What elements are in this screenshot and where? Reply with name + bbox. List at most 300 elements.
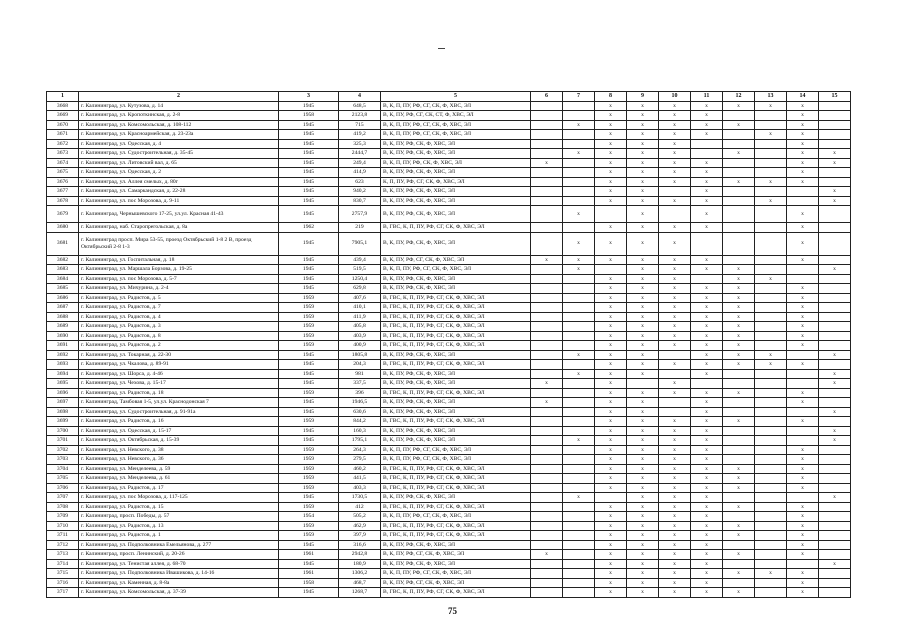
table-row xyxy=(47,578,851,588)
row-number-cell: 3696 xyxy=(47,388,79,398)
systems-cell: В, К, ПУ, РФ, СК, Ф, ХВС, ЭЛ xyxy=(381,196,531,206)
year-cell: 1958 xyxy=(279,578,339,588)
mark-cell xyxy=(755,265,787,275)
address-cell: г. Калининград, просп. Ленинский, д. 20-26 xyxy=(79,550,279,560)
mark-cell: x xyxy=(787,531,819,541)
year-cell: 1962 xyxy=(279,223,339,233)
mark-cell xyxy=(723,398,755,408)
mark-cell: x xyxy=(595,569,627,579)
mark-cell: x xyxy=(659,303,691,313)
mark-cell xyxy=(723,206,755,223)
mark-cell: x xyxy=(691,388,723,398)
address-cell: г. Калининград, ул. Одесская, д. 4 xyxy=(79,139,279,149)
mark-cell: x xyxy=(595,388,627,398)
year-cell: 1945 xyxy=(279,436,339,446)
mark-cell: x xyxy=(659,232,691,255)
systems-cell: В, К, ПУ, РФ, СК, Ф, ХВС, ЭЛ xyxy=(381,493,531,503)
table-row xyxy=(47,521,851,531)
mark-cell: x xyxy=(627,101,659,111)
mark-cell xyxy=(691,274,723,284)
row-number-cell: 3716 xyxy=(47,578,79,588)
table-row xyxy=(47,483,851,493)
mark-cell: x xyxy=(691,464,723,474)
address-cell: г. Калининград, ул. Чкалова, д. 89-91 xyxy=(79,360,279,370)
systems-cell: В, ГВС, К, П, ПУ, РФ, СГ, СК, Ф, ХВС, ЭЛ xyxy=(381,341,531,351)
table-row xyxy=(47,223,851,233)
mark-cell xyxy=(723,436,755,446)
mark-cell: x xyxy=(595,158,627,168)
table-row xyxy=(47,149,851,159)
area-cell: 419,2 xyxy=(339,130,381,140)
mark-cell xyxy=(819,474,851,484)
mark-cell xyxy=(595,206,627,223)
address-cell: г. Калининград, ул. Аллея смелых, д. 80г xyxy=(79,177,279,187)
year-cell: 1959 xyxy=(279,331,339,341)
mark-cell: x xyxy=(723,588,755,598)
row-number-cell: 3692 xyxy=(47,350,79,360)
header-cell: 15 xyxy=(819,92,851,102)
mark-cell xyxy=(531,101,563,111)
mark-cell xyxy=(531,196,563,206)
mark-cell xyxy=(819,398,851,408)
mark-cell xyxy=(659,369,691,379)
mark-cell xyxy=(563,322,595,332)
mark-cell: x xyxy=(627,177,659,187)
mark-cell: x xyxy=(723,293,755,303)
mark-cell: x xyxy=(691,455,723,465)
mark-cell: x xyxy=(819,426,851,436)
mark-cell: x xyxy=(787,101,819,111)
mark-cell xyxy=(723,158,755,168)
mark-cell: x xyxy=(659,360,691,370)
header-cell: 5 xyxy=(381,92,531,102)
header-cell: 14 xyxy=(787,92,819,102)
mark-cell: x xyxy=(787,360,819,370)
mark-cell: x xyxy=(595,436,627,446)
mark-cell xyxy=(819,531,851,541)
mark-cell xyxy=(563,521,595,531)
mark-cell: x xyxy=(659,483,691,493)
mark-cell: x xyxy=(627,483,659,493)
mark-cell xyxy=(723,445,755,455)
systems-cell: В, К, ПУ, РФ, СК, Ф, ХВС, ЭЛ xyxy=(381,426,531,436)
mark-cell xyxy=(531,149,563,159)
header-cell: 12 xyxy=(723,92,755,102)
mark-cell xyxy=(723,512,755,522)
row-number-cell: 3713 xyxy=(47,550,79,560)
mark-cell xyxy=(531,540,563,550)
mark-cell: x xyxy=(595,331,627,341)
mark-cell xyxy=(819,521,851,531)
row-number-cell: 3682 xyxy=(47,255,79,265)
row-number-cell: 3685 xyxy=(47,284,79,294)
systems-cell: В, К, ПУ, РФ, СК, Ф, ХВС, ЭЛ xyxy=(381,407,531,417)
mark-cell: x xyxy=(659,196,691,206)
mark-cell: x xyxy=(627,445,659,455)
mark-cell xyxy=(787,187,819,197)
mark-cell: x xyxy=(595,578,627,588)
mark-cell: x xyxy=(595,101,627,111)
area-cell: 279,5 xyxy=(339,455,381,465)
table-row xyxy=(47,158,851,168)
mark-cell: x xyxy=(691,360,723,370)
mark-cell: x xyxy=(723,483,755,493)
mark-cell xyxy=(531,464,563,474)
mark-cell: x xyxy=(627,149,659,159)
mark-cell: x xyxy=(627,223,659,233)
mark-cell: x xyxy=(531,398,563,408)
mark-cell: x xyxy=(787,232,819,255)
mark-cell: x xyxy=(595,464,627,474)
mark-cell xyxy=(563,303,595,313)
mark-cell: x xyxy=(691,265,723,275)
mark-cell xyxy=(755,187,787,197)
address-cell: г. Калининград, ул. Подполковника Ивашикова, д. 14-16 xyxy=(79,569,279,579)
mark-cell: x xyxy=(659,474,691,484)
mark-cell: x xyxy=(787,512,819,522)
mark-cell: x xyxy=(659,223,691,233)
row-number-cell: 3681 xyxy=(47,232,79,255)
mark-cell xyxy=(563,550,595,560)
mark-cell: x xyxy=(819,265,851,275)
mark-cell: x xyxy=(787,483,819,493)
mark-cell: x xyxy=(595,502,627,512)
mark-cell: x xyxy=(691,369,723,379)
mark-cell xyxy=(627,379,659,389)
table-row xyxy=(47,139,851,149)
address-cell: г. Калининград, ул. Радистов, д. 15 xyxy=(79,502,279,512)
mark-cell xyxy=(563,569,595,579)
mark-cell: x xyxy=(755,274,787,284)
mark-cell xyxy=(723,407,755,417)
mark-cell: x xyxy=(595,483,627,493)
buildings-table xyxy=(46,91,851,598)
systems-cell: В, К, ПУ, РФ, СК, Ф, ХВС, ЭЛ xyxy=(381,379,531,389)
year-cell: 1959 xyxy=(279,388,339,398)
year-cell: 1945 xyxy=(279,120,339,130)
systems-cell: В, К, ПУ, РФ, СК, Ф, ХВС, ЭЛ xyxy=(381,559,531,569)
mark-cell xyxy=(755,312,787,322)
mark-cell xyxy=(563,426,595,436)
mark-cell xyxy=(755,521,787,531)
mark-cell xyxy=(723,111,755,121)
mark-cell xyxy=(723,578,755,588)
mark-cell xyxy=(787,350,819,360)
mark-cell xyxy=(755,223,787,233)
area-cell: 337,5 xyxy=(339,379,381,389)
mark-cell: x xyxy=(691,120,723,130)
row-number-cell: 3710 xyxy=(47,521,79,531)
mark-cell: x xyxy=(691,540,723,550)
mark-cell: x xyxy=(691,559,723,569)
table-row xyxy=(47,206,851,223)
mark-cell xyxy=(755,417,787,427)
mark-cell xyxy=(755,322,787,332)
year-cell: 1959 xyxy=(279,521,339,531)
mark-cell: x xyxy=(787,388,819,398)
table-row xyxy=(47,274,851,284)
row-number-cell: 3697 xyxy=(47,398,79,408)
area-cell: 715 xyxy=(339,120,381,130)
mark-cell: x xyxy=(627,502,659,512)
year-cell: 1945 xyxy=(279,559,339,569)
address-cell: г. Калининград, ул. Радистов, д. 17 xyxy=(79,483,279,493)
mark-cell xyxy=(531,206,563,223)
address-cell: г. Калининград, ул. Радистов, д. 2 xyxy=(79,341,279,351)
mark-cell xyxy=(787,274,819,284)
mark-cell: x xyxy=(595,445,627,455)
systems-cell: В, К, ПУ, РФ, СК, Ф, ХВС, ЭЛ xyxy=(381,206,531,223)
mark-cell: x xyxy=(595,139,627,149)
address-cell: г. Калининград, ул. Чехова, д. 15-17 xyxy=(79,379,279,389)
mark-cell: x xyxy=(819,436,851,446)
mark-cell xyxy=(563,417,595,427)
mark-cell xyxy=(787,426,819,436)
address-cell: г. Калининград, ул. Токарная, д. 22-30 xyxy=(79,350,279,360)
mark-cell xyxy=(723,426,755,436)
area-cell: 204,3 xyxy=(339,360,381,370)
mark-cell: x xyxy=(691,255,723,265)
mark-cell xyxy=(755,436,787,446)
mark-cell: x xyxy=(627,187,659,197)
mark-cell xyxy=(755,445,787,455)
mark-cell xyxy=(531,360,563,370)
area-cell: 414,9 xyxy=(339,168,381,178)
mark-cell xyxy=(819,168,851,178)
mark-cell xyxy=(595,265,627,275)
address-cell: г. Калининград, ул. Красноармейская, д. 23-23а xyxy=(79,130,279,140)
area-cell: 519,5 xyxy=(339,265,381,275)
mark-cell xyxy=(563,464,595,474)
mark-cell xyxy=(723,379,755,389)
mark-cell: x xyxy=(787,331,819,341)
mark-cell: x xyxy=(595,284,627,294)
mark-cell: x xyxy=(819,559,851,569)
area-cell: 2123,8 xyxy=(339,111,381,121)
mark-cell xyxy=(563,274,595,284)
systems-cell: В, ГВС, К, П, ПУ, РФ, СГ, СК, Ф, ХВС, ЭЛ xyxy=(381,474,531,484)
year-cell: 1945 xyxy=(279,158,339,168)
address-cell: г. Калининград, ул. Судостроительная, д. 91-91а xyxy=(79,407,279,417)
systems-cell: В, ГВС, К, П, ПУ, РФ, СГ, СК, Ф, ХВС, ЭЛ xyxy=(381,388,531,398)
mark-cell: x xyxy=(627,265,659,275)
mark-cell: x xyxy=(627,312,659,322)
address-cell: г. Калининград, ул. Госпитальная, д. 18 xyxy=(79,255,279,265)
row-number-cell: 3703 xyxy=(47,455,79,465)
area-cell: 405,8 xyxy=(339,322,381,332)
area-cell: 249,4 xyxy=(339,158,381,168)
mark-cell xyxy=(755,464,787,474)
table-row xyxy=(47,569,851,579)
address-cell: г. Калининград, ул. Комсомольская, д. 108-112 xyxy=(79,120,279,130)
mark-cell xyxy=(563,177,595,187)
table-row xyxy=(47,379,851,389)
mark-cell xyxy=(563,223,595,233)
mark-cell xyxy=(755,139,787,149)
row-number-cell: 3705 xyxy=(47,474,79,484)
mark-cell: x xyxy=(659,559,691,569)
mark-cell xyxy=(787,379,819,389)
mark-cell xyxy=(755,512,787,522)
mark-cell: x xyxy=(787,417,819,427)
area-cell: 400,9 xyxy=(339,341,381,351)
mark-cell xyxy=(755,255,787,265)
mark-cell: x xyxy=(691,196,723,206)
mark-cell: x xyxy=(595,540,627,550)
area-cell: 1268,7 xyxy=(339,588,381,598)
mark-cell: x xyxy=(627,284,659,294)
row-number-cell: 3693 xyxy=(47,360,79,370)
mark-cell: x xyxy=(627,398,659,408)
area-cell: 397,9 xyxy=(339,531,381,541)
year-cell: 1945 xyxy=(279,196,339,206)
mark-cell xyxy=(755,559,787,569)
address-cell: г. Калининград, ул. Радистов, д. 5 xyxy=(79,293,279,303)
mark-cell: x xyxy=(627,303,659,313)
mark-cell: x xyxy=(595,255,627,265)
systems-cell: В, ГВС, К, П, ПУ, РФ, СГ, СК, Ф, ХВС, ЭЛ xyxy=(381,322,531,332)
mark-cell: x xyxy=(627,168,659,178)
systems-cell: В, К, ПУ, РФ, СГ, СК, Ф, ХВС, ЭЛ xyxy=(381,578,531,588)
mark-cell: x xyxy=(595,417,627,427)
mark-cell xyxy=(563,341,595,351)
area-cell: 648,5 xyxy=(339,101,381,111)
mark-cell: x xyxy=(787,588,819,598)
mark-cell: x xyxy=(595,177,627,187)
year-cell: 1945 xyxy=(279,493,339,503)
area-cell: 396 xyxy=(339,388,381,398)
mark-cell: x xyxy=(659,464,691,474)
mark-cell xyxy=(563,512,595,522)
mark-cell: x xyxy=(755,130,787,140)
table-row xyxy=(47,312,851,322)
row-number-cell: 3678 xyxy=(47,196,79,206)
mark-cell xyxy=(723,559,755,569)
area-cell: 460,2 xyxy=(339,464,381,474)
mark-cell: x xyxy=(723,417,755,427)
mark-cell xyxy=(531,578,563,588)
mark-cell xyxy=(819,388,851,398)
mark-cell: x xyxy=(723,312,755,322)
mark-cell: x xyxy=(691,130,723,140)
mark-cell xyxy=(563,398,595,408)
mark-cell: x xyxy=(723,550,755,560)
area-cell: 160,3 xyxy=(339,426,381,436)
mark-cell: x xyxy=(627,455,659,465)
mark-cell: x xyxy=(595,426,627,436)
mark-cell xyxy=(531,369,563,379)
area-cell: 1805,8 xyxy=(339,350,381,360)
mark-cell: x xyxy=(627,206,659,223)
systems-cell: В, К, ПУ, РФ, СК, Ф, ХВС, ЭЛ xyxy=(381,369,531,379)
mark-cell: x xyxy=(691,350,723,360)
header-cell: 9 xyxy=(627,92,659,102)
mark-cell: x xyxy=(691,417,723,427)
mark-cell: x xyxy=(691,331,723,341)
mark-cell: x xyxy=(723,464,755,474)
mark-cell xyxy=(531,436,563,446)
mark-cell: x xyxy=(659,101,691,111)
mark-cell xyxy=(531,502,563,512)
systems-cell: В, К, П, ПУ, РФ, СГ, СК, Ф, ХВС, ЭЛ xyxy=(381,130,531,140)
mark-cell: x xyxy=(787,502,819,512)
mark-cell: x xyxy=(627,341,659,351)
mark-cell xyxy=(563,312,595,322)
mark-cell xyxy=(819,177,851,187)
address-cell: г. Калининград, Тамбовая 1-5, ул.ул. Краснодонская 7 xyxy=(79,398,279,408)
mark-cell: x xyxy=(723,502,755,512)
area-cell: 316,6 xyxy=(339,540,381,550)
mark-cell xyxy=(563,388,595,398)
systems-cell: В, К, П, ПУ, РФ, СГ, СК, Ф, ХВС, ЭЛ xyxy=(381,445,531,455)
mark-cell: x xyxy=(659,139,691,149)
area-cell: 407,6 xyxy=(339,293,381,303)
mark-cell xyxy=(819,130,851,140)
mark-cell: x xyxy=(659,550,691,560)
systems-cell: К, П, ПУ, РФ, СГ, СК, Ф, ХВС, ЭЛ xyxy=(381,177,531,187)
area-cell: 264,3 xyxy=(339,445,381,455)
mark-cell: x xyxy=(819,149,851,159)
area-cell: 2942,8 xyxy=(339,550,381,560)
mark-cell xyxy=(659,407,691,417)
mark-cell: x xyxy=(531,550,563,560)
mark-cell xyxy=(819,322,851,332)
row-number-cell: 3698 xyxy=(47,407,79,417)
mark-cell: x xyxy=(787,521,819,531)
address-cell: г. Калининград, ул. Шорса, д. 4-46 xyxy=(79,369,279,379)
mark-cell: x xyxy=(627,196,659,206)
mark-cell: x xyxy=(659,521,691,531)
mark-cell: x xyxy=(659,177,691,187)
table-row xyxy=(47,265,851,275)
mark-cell xyxy=(531,483,563,493)
mark-cell xyxy=(755,369,787,379)
mark-cell: x xyxy=(595,149,627,159)
mark-cell xyxy=(531,521,563,531)
mark-cell: x xyxy=(691,111,723,121)
mark-cell: x xyxy=(659,322,691,332)
mark-cell: x xyxy=(595,293,627,303)
year-cell: 1959 xyxy=(279,445,339,455)
mark-cell: x xyxy=(787,569,819,579)
mark-cell: x xyxy=(627,417,659,427)
mark-cell xyxy=(691,379,723,389)
mark-cell xyxy=(723,196,755,206)
mark-cell: x xyxy=(787,312,819,322)
address-cell: г. Калининград, ул. Кутузова, д. 14 xyxy=(79,101,279,111)
mark-cell xyxy=(755,502,787,512)
mark-cell xyxy=(531,265,563,275)
mark-cell: x xyxy=(787,139,819,149)
table-row xyxy=(47,550,851,560)
mark-cell: x xyxy=(723,284,755,294)
mark-cell: x xyxy=(659,379,691,389)
mark-cell: x xyxy=(819,187,851,197)
systems-cell: В, К, ПУ, РФ, СК, Ф, ХВС, ЭЛ xyxy=(381,168,531,178)
area-cell: 441,5 xyxy=(339,474,381,484)
mark-cell: x xyxy=(627,550,659,560)
table-row xyxy=(47,293,851,303)
systems-cell: В, К, ПУ, РФ, СГ, СК, СТ, Ф, ХВС, ЭЛ xyxy=(381,111,531,121)
mark-cell: x xyxy=(595,550,627,560)
mark-cell xyxy=(531,512,563,522)
mark-cell: x xyxy=(531,158,563,168)
mark-cell xyxy=(755,341,787,351)
mark-cell xyxy=(819,312,851,322)
mark-cell xyxy=(563,502,595,512)
mark-cell xyxy=(755,388,787,398)
mark-cell: x xyxy=(787,120,819,130)
